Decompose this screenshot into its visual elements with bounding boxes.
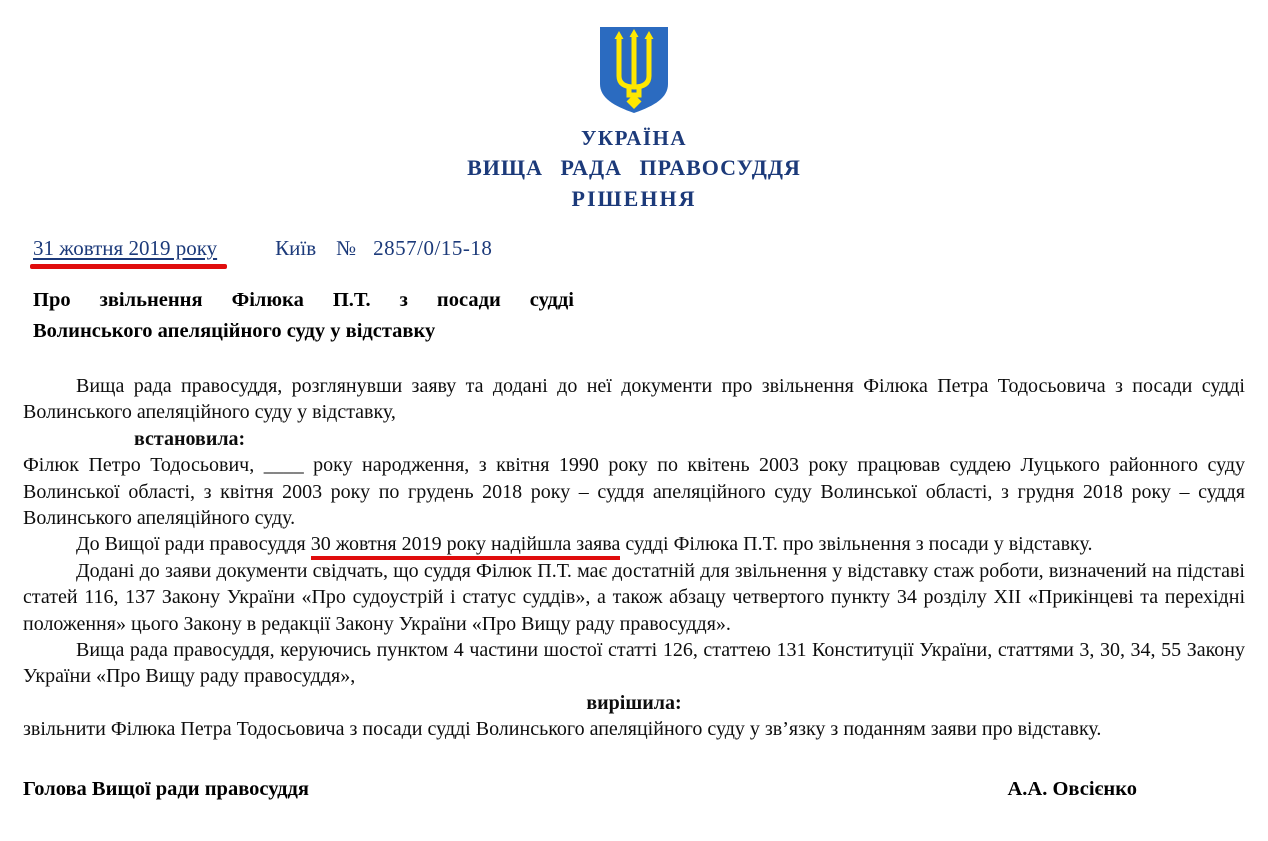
application-text-before: До Вищої ради правосуддя (76, 533, 311, 556)
decision-date (33, 236, 217, 261)
dateline (33, 236, 1246, 261)
paragraph-resolution: звільнити Філюка Петра Тодосьовича з посади судді Волинського апеляційного суду у зв’язку з поданням заяви про відставку. (23, 718, 1102, 741)
signature-position: Голова Вищої ради правосуддя (23, 778, 309, 801)
keyword-vyrishyla: вирішила: (586, 691, 682, 714)
header-country: УКРАЇНА (580, 126, 688, 150)
red-underlined-application-date: 30 жовтня 2019 року надійшла заява (311, 533, 621, 560)
number-sign: № (336, 236, 357, 260)
subject-line1: Про звільнення Філюка П.Т. з посади судді (33, 289, 574, 311)
decision-date-text: 31 жовтня 2019 року (33, 236, 218, 260)
subject-line2: Волинського апеляційного суду у відставку (33, 320, 436, 342)
paragraph-career: Філюк Петро Тодосьович, ____ року народження, з квітня 1990 року по квітень 2003 року працював суддею Луцького районного суду Волинської області, з квітня 2003 року по грудень 2018 року – суддя апеляційного суду Волинської області, з грудня 2018 року – суддя Волинського апеляційного суду. (23, 454, 1245, 529)
document-page (0, 24, 1268, 841)
decision-number: 2857/0/15-18 (373, 236, 493, 260)
paragraph-intro: Вища рада правосуддя, розглянувши заяву та додані до неї документи про звільнення Філюка Петра Тодосьовича з посади судді Волинського апеляційного суду у відставку, (23, 375, 1245, 424)
header-organization: ВИЩА РАДА ПРАВОСУДДЯ (467, 155, 801, 180)
paragraph-documents: Додані до заяви документи свідчать, що суддя Філюк П.Т. має достатній для звільнення у відставку стаж роботи, визначений на підставі статей 116, 137 Закону України «Про судоустрій і статус суддів», а також абзацу четвертого пункту 34 розділу XII «Прикінцеві та перехідні положення» цього Закону в редакції Закону України «Про Вищу раду правосуддя». (23, 559, 1245, 635)
application-text-after: судді Філюка П.Т. про звільнення з посади у відставку. (620, 533, 1093, 556)
header-document-type: РІШЕННЯ (571, 186, 697, 211)
signature-row (0, 778, 1268, 801)
document-body (23, 373, 1245, 742)
signature-name: А.А. Овсієнко (1007, 778, 1137, 801)
ukraine-coat-of-arms-icon (596, 24, 672, 116)
paragraph-legal-basis: Вища рада правосуддя, керуючись пунктом 4 частини шостої статті 126, статтею 131 Конституції України, статтями 3, 30, 34, 55 Закону України «Про Вищу раду правосуддя», (23, 638, 1245, 688)
city-label: Київ (275, 236, 317, 260)
keyword-vstanovyla: встановила: (134, 427, 246, 450)
red-underline-date (30, 264, 227, 269)
paragraph-application (23, 531, 1245, 557)
subject-title (33, 285, 574, 347)
